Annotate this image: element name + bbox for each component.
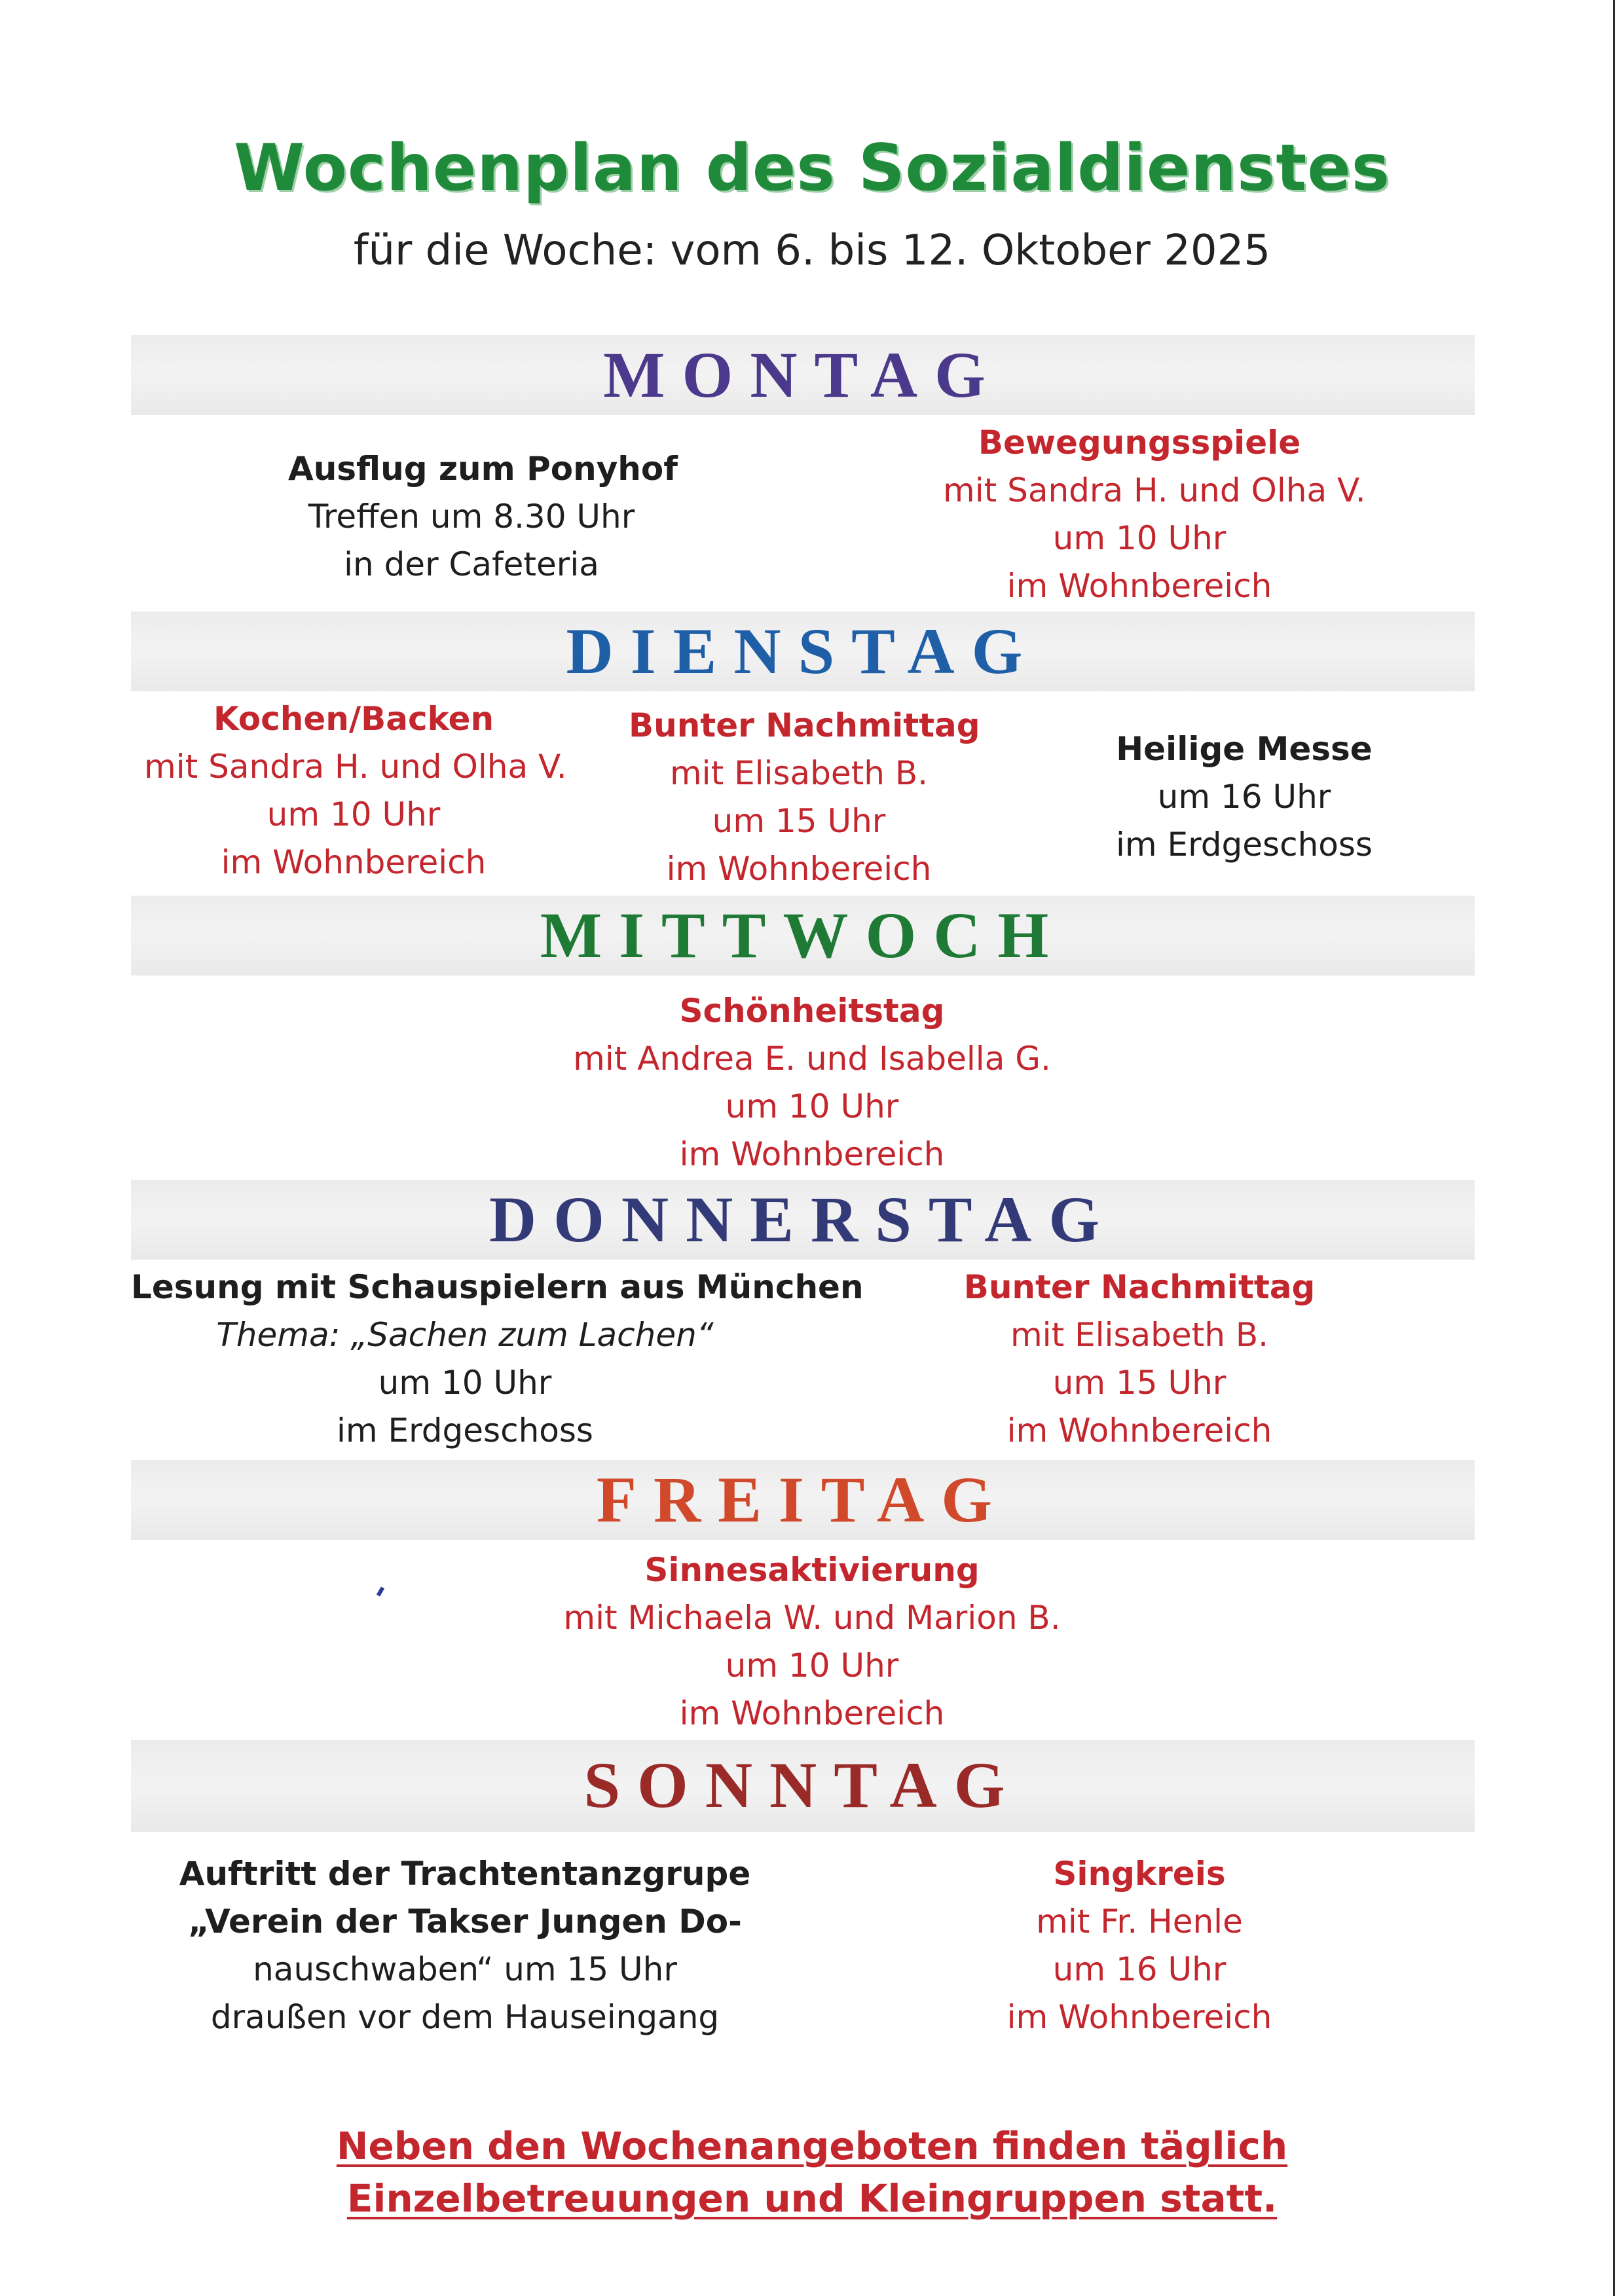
event-title: Bunter Nachmittag [963,1268,1316,1306]
day-band-donnerstag [131,1180,1475,1260]
event-line: im Wohnbereich [679,1135,945,1173]
event-line: um 16 Uhr [1052,1950,1227,1988]
day-heading-freitag: FREITAG [596,1463,1010,1536]
event-donnerstag-lesung [131,1264,864,1455]
day-band-mittwoch [131,896,1475,975]
event-sonntag-singkreis [982,1850,1297,2041]
event-title: Bewegungsspiele [978,424,1301,462]
day-heading-donnerstag: DONNERSTAG [489,1183,1117,1256]
event-line: im Wohnbereich [221,843,487,881]
ink-speck [377,1586,384,1596]
page-subtitle: für die Woche: vom 6. bis 12. Oktober 2025 [353,227,1271,275]
event-line: mit Michaela W. und Marion B. [563,1599,1061,1637]
event-title: Sinnesaktivierung [644,1551,980,1589]
event-title: Ausflug zum Ponyhof [288,450,678,488]
event-sonntag-trachtentanz [170,1850,760,2041]
event-title: Bunter Nachmittag [629,706,980,744]
event-montag-ponyhof [288,445,678,589]
event-line: um 15 Uhr [712,802,886,840]
event-line: mit Elisabeth B. [1010,1316,1269,1354]
page-title: Wochenplan des Sozialdienstes [233,131,1391,206]
event-line: um 16 Uhr [1157,778,1331,816]
day-band-dienstag [131,611,1475,691]
event-line: mit Sandra H. und Olha V. [144,748,567,786]
footer-note [0,2120,1624,2225]
event-title: Singkreis [1053,1855,1226,1893]
event-dienstag-kochen [144,695,567,886]
event-line: um 10 Uhr [378,1364,552,1402]
event-line: mit Fr. Henle [1036,1903,1243,1941]
event-line: um 10 Uhr [1052,519,1227,557]
event-title: Heilige Messe [1116,730,1373,768]
event-line: in der Cafeteria [344,545,599,583]
event-line: mit Sandra H. und Olha V. [943,471,1366,509]
event-montag-bewegungsspiele [943,419,1366,610]
event-dienstag-bunter-nachmittag [629,702,980,893]
event-title: Kochen/Backen [213,700,494,738]
page-edge-line [1613,0,1615,2296]
event-line: im Erdgeschoss [1116,826,1373,864]
day-band-montag [131,335,1475,415]
event-line: Thema: „Sachen zum Lachen“ [216,1316,714,1354]
event-line: im Wohnbereich [1006,1998,1272,2036]
event-line: im Wohnbereich [1006,567,1272,605]
event-line: nauschwaben“ um 15 Uhr [253,1950,677,1988]
day-band-freitag [131,1460,1475,1540]
event-line: „Verein der Takser Jungen Do- [188,1903,742,1941]
day-band-sonntag [131,1740,1475,1832]
event-title: Schönheitstag [679,992,945,1030]
event-line: um 10 Uhr [267,795,441,833]
day-heading-dienstag: DIENSTAG [566,615,1040,687]
event-line: um 10 Uhr [725,1087,899,1125]
event-dienstag-heilige-messe [1087,725,1401,869]
footer-line-1: Neben den Wochenangeboten finden täglich [336,2124,1288,2168]
event-title: Lesung mit Schauspielern aus München [131,1268,864,1306]
day-heading-mittwoch: MITTWOCH [540,899,1066,972]
event-line: draußen vor dem Hauseingang [210,1998,720,2036]
footer-line-2: Einzelbetreuungen und Kleingruppen statt. [346,2176,1278,2221]
event-mittwoch-schoenheitstag [524,987,1100,1178]
event-donnerstag-bunter-nachmittag [956,1264,1323,1455]
event-line: um 10 Uhr [725,1647,899,1685]
event-line: im Wohnbereich [1006,1412,1272,1449]
day-heading-montag: MONTAG [603,338,1003,411]
day-heading-sonntag: SONNTAG [583,1749,1022,1821]
event-line: Treffen um 8.30 Uhr [308,498,635,536]
event-line: im Erdgeschoss [337,1412,593,1449]
event-line: mit Elisabeth B. [669,754,929,792]
event-freitag-sinnesaktivierung [524,1546,1100,1738]
event-line: mit Andrea E. und Isabella G. [573,1040,1051,1078]
event-line: um 15 Uhr [1052,1364,1227,1402]
event-title: Auftritt der Trachtentanzgrupe [179,1855,751,1893]
event-line: im Wohnbereich [679,1694,945,1732]
event-line: im Wohnbereich [666,850,932,888]
